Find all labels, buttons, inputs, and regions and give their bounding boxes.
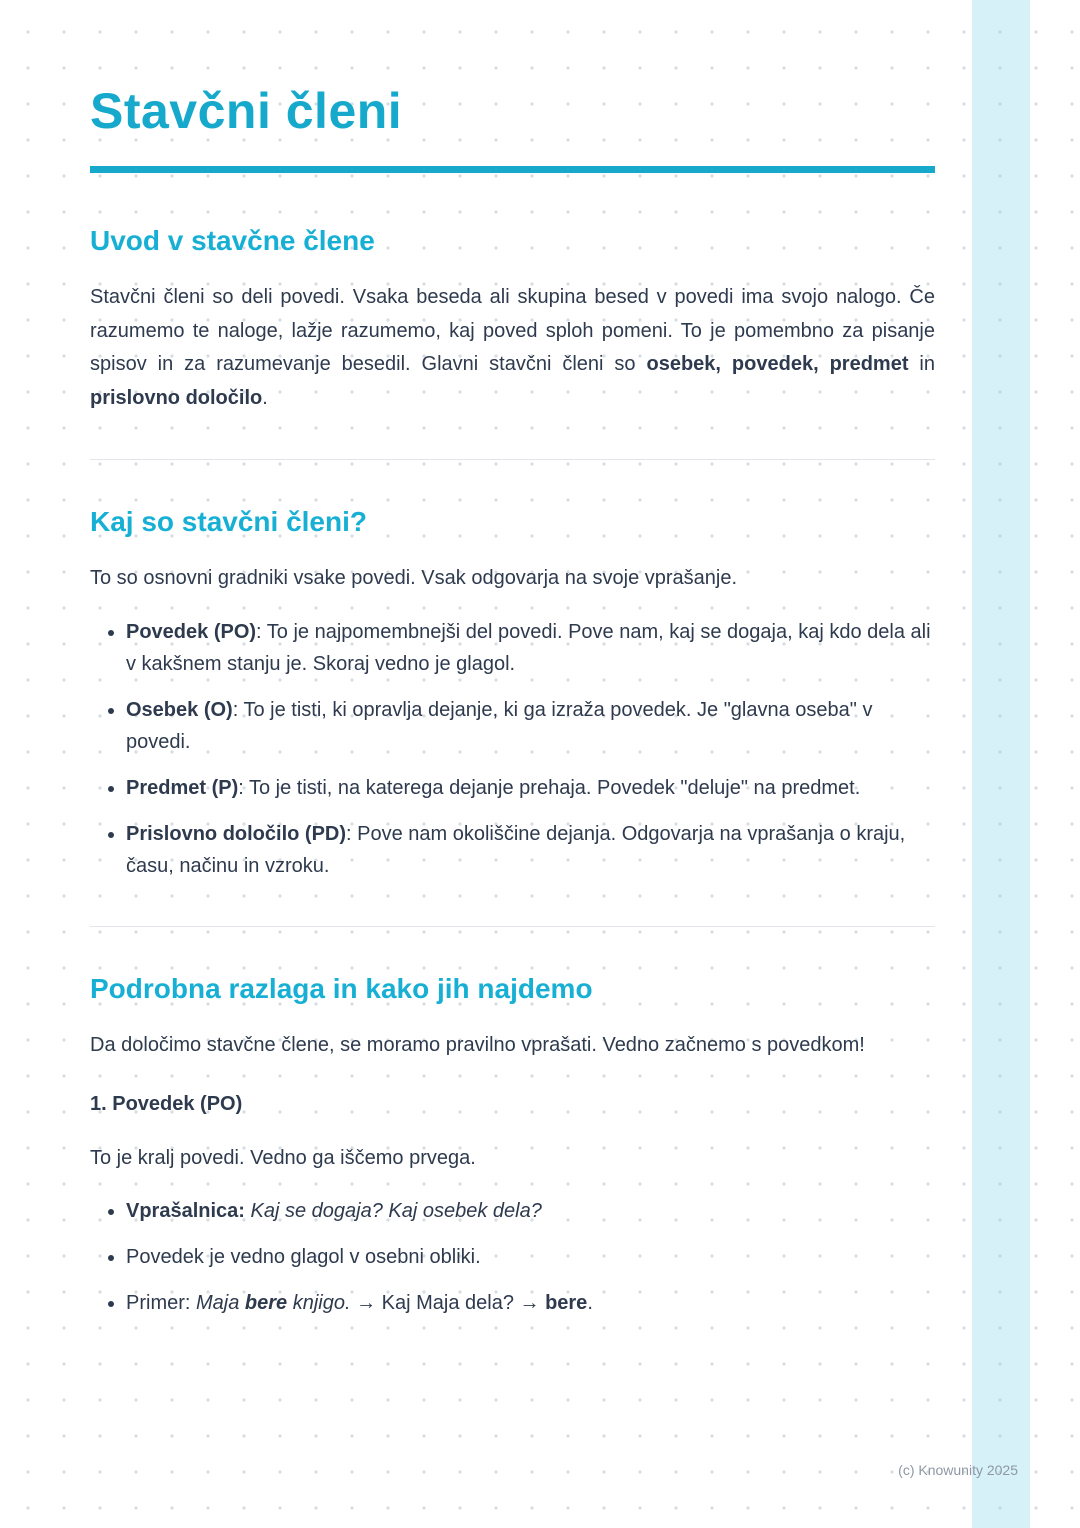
section-divider (90, 459, 935, 460)
detail-paragraph-2: To je kralj povedi. Vedno ga iščemo prvega. (90, 1146, 476, 1169)
primer-subject: Maja (196, 1292, 245, 1315)
list-item-vprasalnica (126, 1195, 935, 1227)
section-heading-podrobna: Podrobna razlaga in kako jih najdemo (90, 972, 593, 1004)
glagol-rule-text: Povedek je vedno glagol v osebni obliki. (126, 1246, 481, 1269)
primer-label: Primer: (126, 1292, 196, 1315)
what-paragraph: To so osnovni gradniki vsake povedi. Vsak odgovarja na svoje vprašanje. (90, 567, 738, 590)
term-prislovno-desc: : Pove nam okoliščine dejanja. Odgovarja na vprašanja o kraju, času, načinu in vzroku. (126, 822, 906, 877)
intro-text-end: . (262, 386, 268, 409)
list-item-prislovno (126, 818, 935, 882)
primer-end: . (587, 1292, 593, 1315)
section-divider-2 (90, 926, 935, 927)
list-item-osebek (126, 694, 935, 758)
term-predmet-desc: : To je tisti, na katerega dejanje prehaja. Povedek "deluje" na predmet. (238, 776, 861, 799)
section-heading-uvod: Uvod v stavčne člene (90, 225, 375, 256)
list-item-primer (126, 1287, 935, 1319)
primer-answer: bere (545, 1292, 588, 1315)
page-title: Stavčni členi (90, 83, 403, 139)
term-predmet: Predmet (P) (126, 776, 239, 799)
term-osebek: Osebek (O) (126, 698, 233, 721)
section-heading-kaj: Kaj so stavčni členi? (90, 506, 367, 538)
primer-object: knjigo. (287, 1292, 351, 1315)
intro-bold-term-2: prislovno določilo (90, 386, 263, 409)
povedek-rules-list (90, 1195, 935, 1319)
intro-paragraph (90, 281, 935, 415)
vprasalnica-questions: Kaj se dogaja? Kaj osebek dela? (244, 1200, 542, 1223)
footer-credit: (c) Knowunity 2025 (898, 1462, 1018, 1478)
sentence-elements-list (90, 616, 935, 882)
title-rule (90, 166, 935, 173)
term-osebek-desc: : To je tisti, ki opravlja dejanje, ki ga izraža povedek. Je "glavna oseba" v povedi. (126, 698, 873, 753)
term-prislovno: Prislovno določilo (PD) (126, 822, 347, 845)
list-item-predmet (126, 772, 935, 804)
intro-text: Stavčni členi so deli povedi. Vsaka beseda ali skupina besed v povedi ima svojo nalogo. Če razumemo te naloge, lažje razumemo, kaj poved sploh pomeni. To je pomembno za pisanje spisov in za razumevanje besedil. Glavni stavčni členi so (90, 286, 935, 376)
primer-verb-italic: bere (244, 1292, 288, 1315)
intro-text-mid: in (908, 353, 935, 376)
detail-paragraph: Da določimo stavčne člene, se moramo pravilno vprašati. Vedno začnemo s povedkom! (90, 1033, 865, 1056)
term-povedek-desc: : To je najpomembnejši del povedi. Pove nam, kaj se dogaja, kaj kdo dela ali v kakšnem stanju je. Skoraj vedno je glagol. (126, 620, 931, 675)
primer-question: → Kaj Maja dela? → (350, 1292, 546, 1315)
vprasalnica-label: Vprašalnica: (126, 1200, 245, 1223)
term-povedek: Povedek (PO) (126, 620, 257, 643)
list-item-povedek (126, 616, 935, 680)
subheading-povedek: 1. Povedek (PO) (90, 1092, 243, 1115)
list-item-glagol-rule (126, 1241, 935, 1273)
intro-bold-terms: osebek, povedek, predmet (646, 353, 909, 376)
